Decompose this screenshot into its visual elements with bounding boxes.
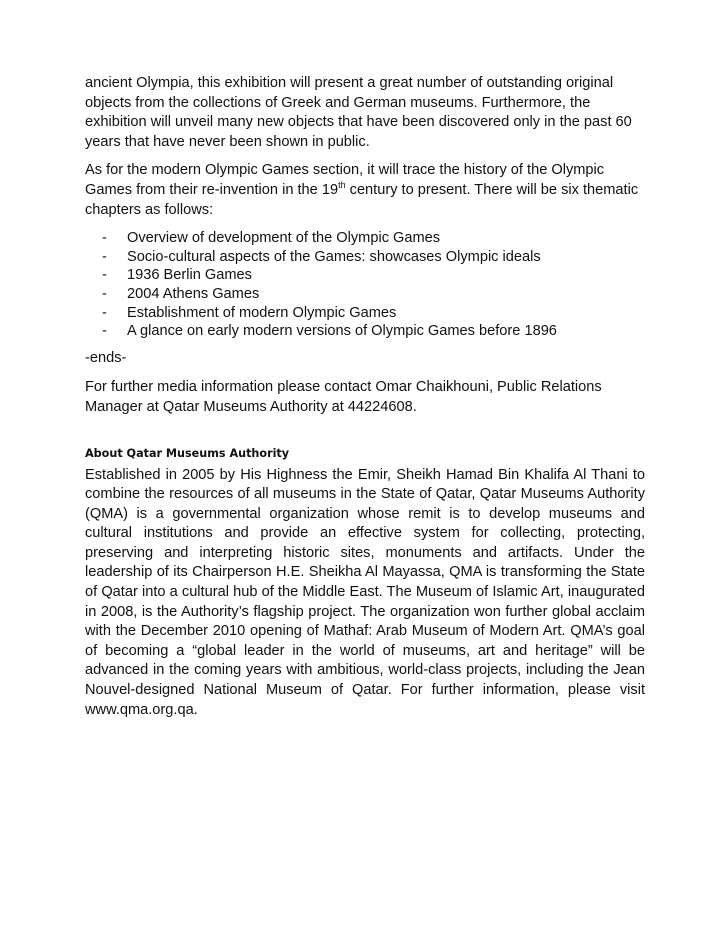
list-item	[85, 304, 645, 323]
bullet-dash: -	[102, 230, 107, 247]
modern-games-text-end: century to present. There will be six thematic chapters as follows:	[85, 181, 639, 218]
intro-paragraph: ancient Olympia, this exhibition will present a great number of outstanding original objects from the collections of Greek and German museums. Furthermore, the exhibition will unveil many new objects that have been discovered only in the past 60 years that have never been shown in public.	[85, 75, 632, 150]
list-item-text: A glance on early modern versions of Olympic Games before 1896	[127, 323, 557, 340]
bullet-dash: -	[102, 323, 107, 340]
media-contact-paragraph: For further media information please contact Omar Chaikhouni, Public Relations Manager at Qatar Museums Authority at 44224608.	[85, 379, 602, 415]
list-item-text: Overview of development of the Olympic Games	[127, 230, 441, 247]
about-section-body: Established in 2005 by His Highness the Emir, Sheikh Hamad Bin Khalifa Al Thani to combine the resources of all museums in the State of Qatar, Qatar Museums Authority (QMA) is a governmental organization whose remit is to develop museums and cultural institutions and provide an effective system for collecting, protecting, preserving and interpreting historic sites, monuments and artifacts. Under the leadership of its Chairperson H.E. Sheikha Al Mayassa, QMA is transforming the State of Qatar into a cultural hub of the Middle East. The Museum of Islamic Art, inaugurated in 2008, is the Authority’s flagship project. The organization won further global acclaim with the December 2010 opening of Mathaf: Arab Museum of Modern Art. QMA’s goal of becoming a “global leader in the world of museums, art and heritage” will be advanced in the coming years with ambitious, world-class projects, including the Jean Nouvel-designed National Museum of Qatar. For further information, please visit www.qma.org.qa.	[85, 466, 645, 718]
list-item-text: Socio-cultural aspects of the Games: showcases Olympic ideals	[127, 248, 541, 265]
ends-marker: -ends-	[85, 349, 127, 366]
list-item	[85, 285, 645, 304]
bullet-dash: -	[102, 248, 107, 265]
bullet-dash: -	[102, 285, 107, 302]
superscript-th: th	[338, 180, 346, 191]
modern-games-paragraph	[85, 161, 645, 220]
list-item	[85, 248, 645, 267]
list-item	[85, 229, 645, 248]
list-item	[85, 322, 645, 341]
list-item-text: Establishment of modern Olympic Games	[127, 304, 397, 321]
document-page	[85, 74, 645, 720]
bullet-dash: -	[102, 304, 107, 321]
list-item-text: 1936 Berlin Games	[127, 267, 252, 284]
thematic-chapters-list	[85, 229, 645, 341]
about-section-heading: About Qatar Museums Authority	[85, 446, 290, 460]
bullet-dash: -	[102, 267, 107, 284]
list-item	[85, 266, 645, 285]
list-item-text: 2004 Athens Games	[127, 285, 260, 302]
modern-games-text-start: As for the modern Olympic Games section, it will trace the history of the Olympic Games from their re-invention in the 19	[85, 162, 605, 198]
